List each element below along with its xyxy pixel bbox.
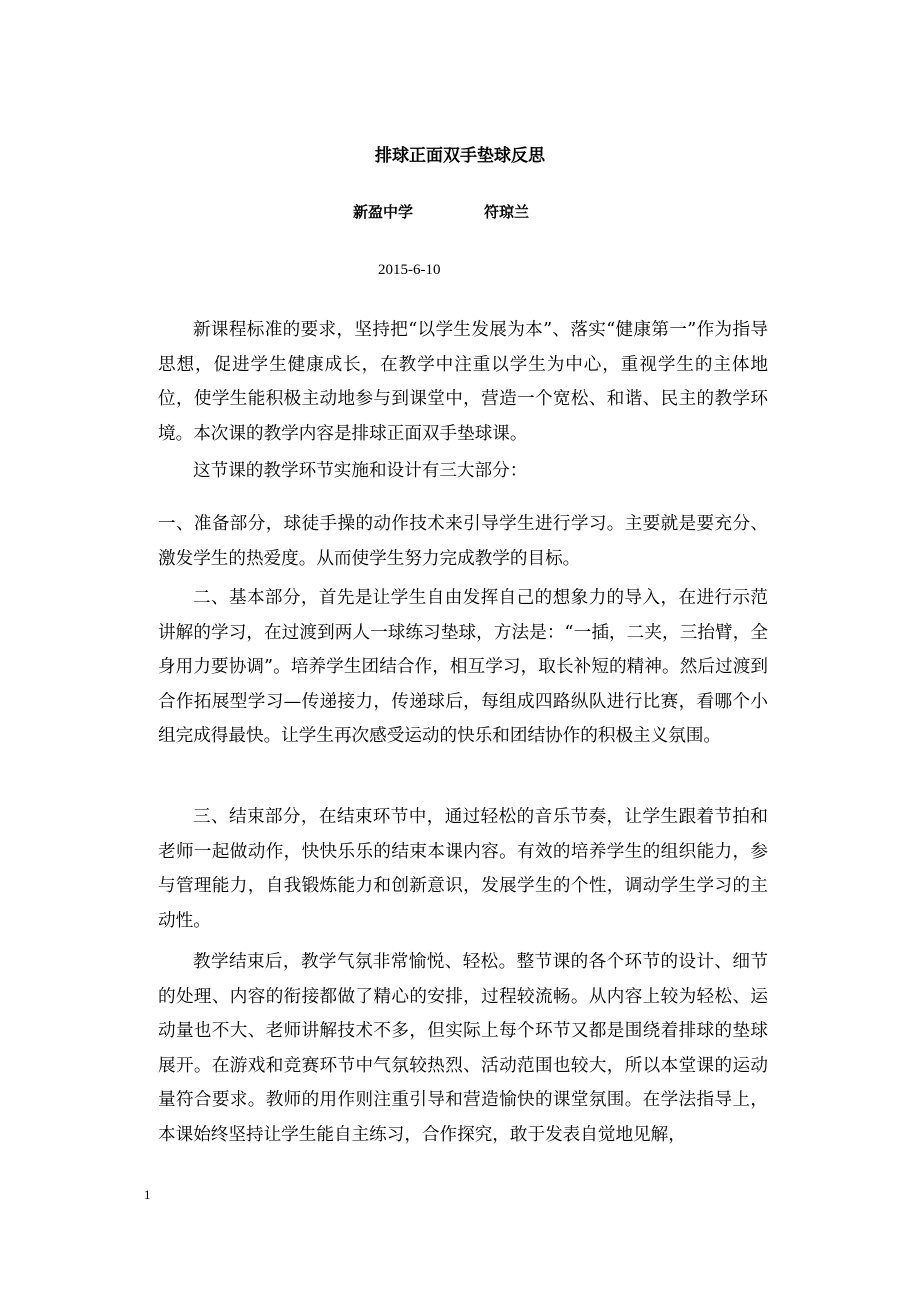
document-date: 2015-6-10 (378, 262, 441, 278)
paragraph-part-two: 二、基本部分，首先是让学生自由发挥自己的想象力的导入，在进行示范讲解的学习，在过渡到两人一球练习垫球，方法是：“一插，二夹，三抬臂，全身用力要协调”。培养学生团结合作，相互学习，取长补短的精神。然后过渡到合作拓展型学习—传递接力，传递球后，每组成四路纵队进行比赛，看哪个小组完成得最快。让学生再次感受运动的快乐和团结协作的积极主义氛围。 (158, 588, 768, 746)
paragraph-overview: 这节课的教学环节实施和设计有三大部分： (193, 461, 528, 481)
paragraph-reflection: 教学结束后，教学气氛非常愉悦、轻松。整节课的各个环节的设计、细节的处理、内容的衔接都做了精心的安排，过程较流畅。从内容上较为轻松、运动量也不大、老师讲解技术不多，但实际上每个环节又都是围绕着排球的垫球展开。在游戏和竞赛环节中气氛较热烈、活动范围也较大，所以本堂课的运动量符合要求。教师的用作则注重引导和营造愉快的课堂氛围。在学法指导上，本课始终坚持让学生能自主练习，合作探究，敢于发表自觉地见解， (158, 952, 768, 1145)
author-name: 符琼兰 (484, 203, 530, 221)
author-school: 新盈中学 (353, 203, 414, 221)
page-number: 1 (144, 1187, 151, 1202)
document-title: 排球正面双手垫球反思 (375, 146, 545, 166)
paragraph-part-three: 三、结束部分，在结束环节中，通过轻松的音乐节奏，让学生跟着节拍和老师一起做动作，快快乐乐的结束本课内容。有效的培养学生的组织能力，参与管理能力，自我锻炼能力和创新意识，发展学生的个性，调动学生学习的主动性。 (158, 807, 768, 931)
author-line (0, 200, 920, 224)
paragraph-intro: 新课程标准的要求，坚持把“以学生发展为本”、落实“健康第一”作为指导思想，促进学生健康成长，在教学中注重以学生为中心，重视学生的主体地位，使学生能积极主动地参与到课堂中，营造一个宽松、和谐、民主的教学环境。本次课的教学内容是排球正面双手垫球课。 (158, 320, 768, 444)
paragraph-part-one: 一、准备部分，球徒手操的动作技术来引导学生进行学习。主要就是要充分、激发学生的热爱度。从而使学生努力完成教学的目标。 (158, 514, 768, 569)
